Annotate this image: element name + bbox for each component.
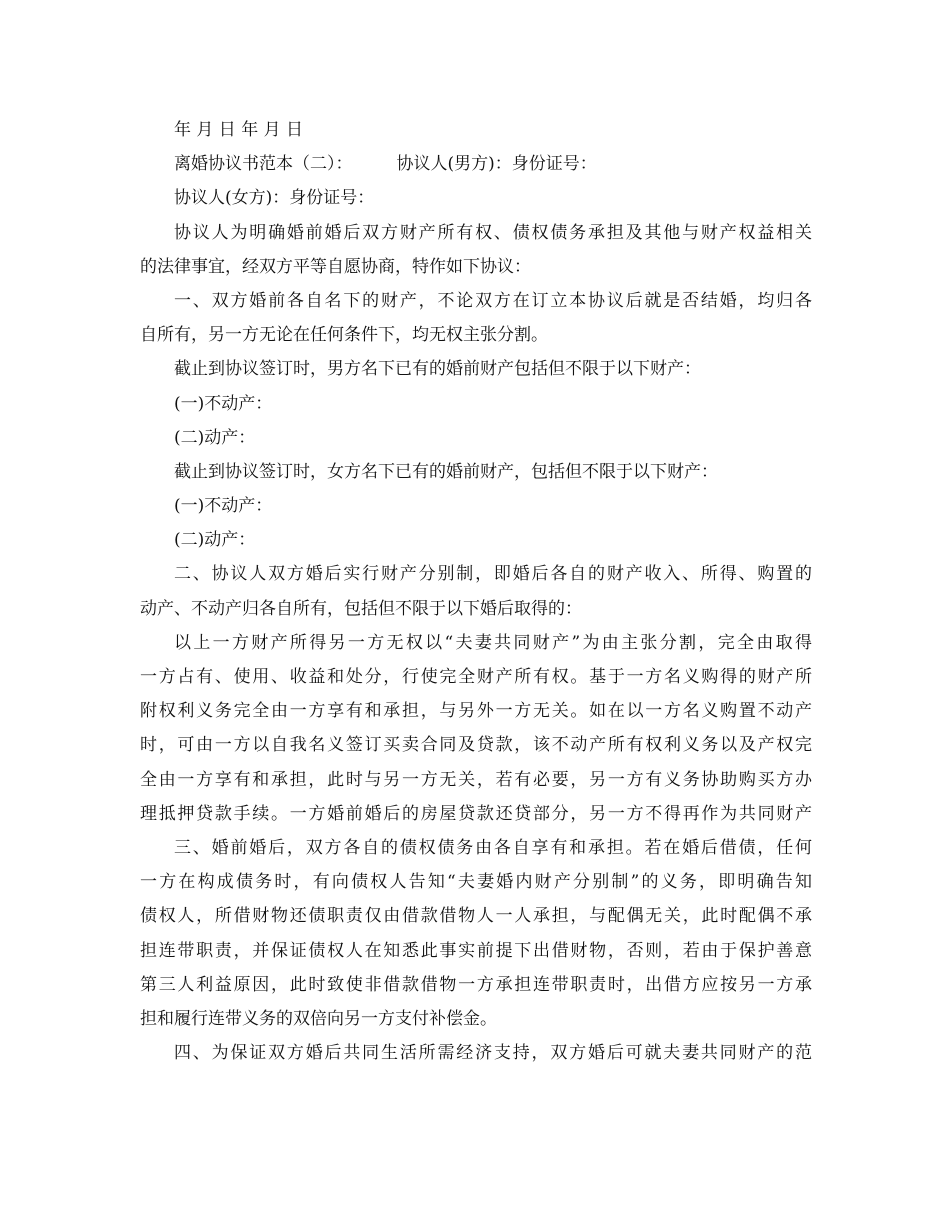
document-page: [140, 113, 812, 1070]
text-line: (一)不动产：: [174, 393, 273, 414]
text-line: 三、婚前婚后，双方各自的债权债务由各自享有和承担。若在婚后借债，任何: [174, 837, 812, 858]
text-line: 一、双方婚前各自名下的财产，不论双方在订立本协议后就是否结婚，均归各: [174, 290, 812, 311]
text-line: 债权人，所借财物还债职责仅由借款借物人一人承担，与配偶无关，此时配偶不承: [140, 906, 812, 927]
text-line: 时，可由一方以自我名义签订买卖合同及贷款，该不动产所有权利义务以及产权完: [140, 735, 812, 756]
text-line: 担和履行连带义务的双倍向另一方支付补偿金。: [140, 1008, 497, 1029]
text-line: 离婚协议书范本（二）： 协议人(男方)：身份证号：: [174, 154, 597, 175]
text-line: 一方在构成债务时，有向债权人告知“夫妻婚内财产分别制”的义务，即明确告知: [140, 872, 812, 893]
text-line: 自所有，另一方无论在任何条件下，均无权主张分割。: [140, 325, 548, 346]
text-line: 二、协议人双方婚后实行财产分别制，即婚后各自的财产收入、所得、购置的: [174, 564, 812, 585]
text-line: 第三人利益原因，此时致使非借款借物一方承担连带职责时，出借方应按另一方承: [140, 974, 812, 995]
text-line: 截止到协议签订时，女方名下已有的婚前财产，包括但不限于以下财产：: [174, 461, 718, 482]
text-line: 动产、不动产归各自所有，包括但不限于以下婚后取得的：: [140, 598, 582, 619]
text-line: 四、为保证双方婚后共同生活所需经济支持，双方婚后可就夫妻共同财产的范: [174, 1043, 812, 1064]
text-line: 年 月 日 年 月 日: [174, 120, 304, 140]
text-line: 一方占有、使用、收益和处分，行使完全财产所有权。基于一方名义购得的财产所: [140, 667, 812, 687]
text-line: 截止到协议签订时，男方名下已有的婚前财产包括但不限于以下财产：: [174, 359, 701, 380]
text-line: 理抵押贷款手续。一方婚前婚后的房屋贷款还贷部分，另一方不得再作为共同财产: [140, 803, 812, 824]
text-line: (二)动产：: [174, 530, 256, 551]
text-line: (二)动产：: [174, 427, 256, 448]
text-line: 协议人为明确婚前婚后双方财产所有权、债权债务承担及其他与财产权益相关: [174, 222, 812, 243]
text-line: 全由一方享有和承担，此时与另一方无关，若有必要，另一方有义务协助购买方办: [140, 769, 812, 790]
text-line: 的法律事宜，经双方平等自愿协商，特作如下协议：: [140, 256, 531, 277]
text-line: 附权利义务完全由一方享有和承担，与另外一方无关。如在以一方名义购置不动产: [140, 701, 812, 722]
text-line: 协议人(女方)：身份证号：: [174, 188, 375, 209]
text-line: 以上一方财产所得另一方无权以“夫妻共同财产”为由主张分割，完全由取得: [174, 632, 812, 653]
text-line: 担连带职责，并保证债权人在知悉此事实前提下出借财物，否则，若由于保护善意: [140, 940, 812, 961]
text-line: (一)不动产：: [174, 496, 273, 517]
